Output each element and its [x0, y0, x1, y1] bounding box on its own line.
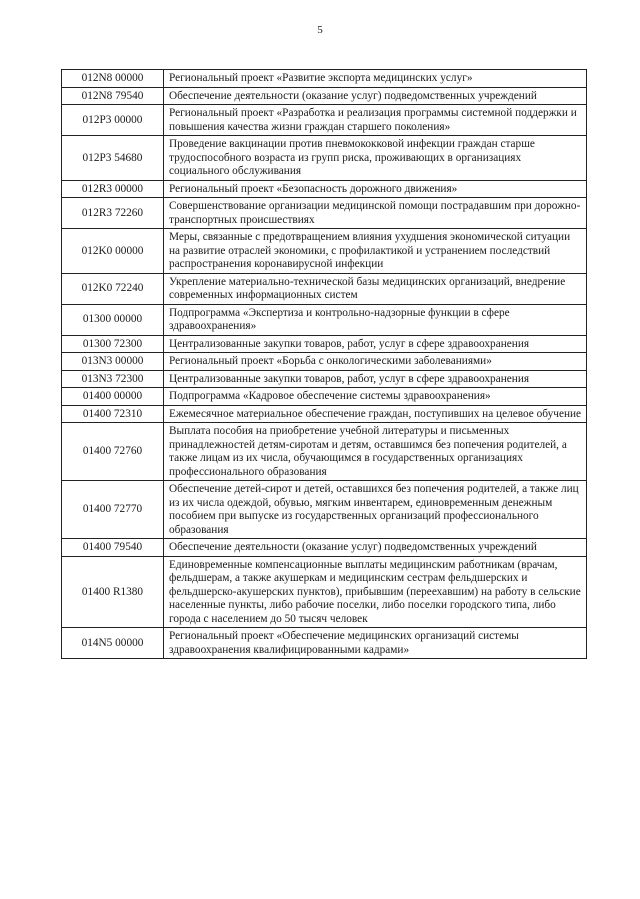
- table-row: [62, 105, 587, 136]
- code-cell: 01400 79540: [62, 539, 164, 557]
- table-row: [62, 481, 587, 539]
- description-cell: Меры, связанные с предотвращением влияния ухудшения экономической ситуации на развитие отраслей экономики, с профилактикой и устранением последствий распространения коронавирусной инфекции: [164, 229, 587, 274]
- table-row: [62, 353, 587, 371]
- description-cell: Единовременные компенсационные выплаты медицинским работникам (врачам, фельдшерам, а также акушеркам и медицинским сестрам фельдшерских и фельдшерско-акушерских пунктов), прибывшим (переехавшим) на работу в сельские населенные пункты, либо рабочие поселки, либо поселки городского типа, либо города с населением до 50 тысяч человек: [164, 556, 587, 628]
- description-cell: Обеспечение деятельности (оказание услуг) подведомственных учреждений: [164, 87, 587, 105]
- code-cell: 012P3 00000: [62, 105, 164, 136]
- description-cell: Подпрограмма «Экспертиза и контрольно-надзорные функции в сфере здравоохранения»: [164, 304, 587, 335]
- table-row: [62, 87, 587, 105]
- table-row: [62, 229, 587, 274]
- code-cell: 01400 00000: [62, 388, 164, 406]
- description-cell: Региональный проект «Борьба с онкологическими заболеваниями»: [164, 353, 587, 371]
- table-row: [62, 70, 587, 88]
- code-cell: 012P3 54680: [62, 136, 164, 181]
- table-row: [62, 273, 587, 304]
- table-row: [62, 405, 587, 423]
- description-cell: Совершенствование организации медицинской помощи пострадавшим при дорожно-транспортных происшествиях: [164, 198, 587, 229]
- table-row: [62, 370, 587, 388]
- description-cell: Укрепление материально-технической базы медицинских организаций, внедрение современных информационных систем: [164, 273, 587, 304]
- code-cell: 01300 72300: [62, 335, 164, 353]
- table-row: [62, 539, 587, 557]
- description-cell: Проведение вакцинации против пневмококковой инфекции граждан старше трудоспособного возраста из групп риска, проживающих в организациях социального обслуживания: [164, 136, 587, 181]
- table-row: [62, 628, 587, 659]
- code-cell: 01400 72310: [62, 405, 164, 423]
- table-row: [62, 304, 587, 335]
- code-cell: 012R3 00000: [62, 180, 164, 198]
- description-cell: Подпрограмма «Кадровое обеспечение системы здравоохранения»: [164, 388, 587, 406]
- code-cell: 012K0 72240: [62, 273, 164, 304]
- description-cell: Централизованные закупки товаров, работ, услуг в сфере здравоохранения: [164, 370, 587, 388]
- code-cell: 01400 72760: [62, 423, 164, 481]
- description-cell: Выплата пособия на приобретение учебной литературы и письменных принадлежностей детям-сиротам и детям, оставшимся без попечения родителей, а также лицам из их числа, обучающимся в государственных организациях профессионального образования: [164, 423, 587, 481]
- code-cell: 01400 R1380: [62, 556, 164, 628]
- description-cell: Ежемесячное материальное обеспечение граждан, поступивших на целевое обучение: [164, 405, 587, 423]
- page-number: 5: [317, 24, 323, 36]
- code-cell: 012N8 79540: [62, 87, 164, 105]
- description-cell: Обеспечение детей-сирот и детей, оставшихся без попечения родителей, а также лиц из их числа одеждой, обувью, мягким инвентарем, единовременным денежным пособием при выпуске из государственных организаций профессионального образования: [164, 481, 587, 539]
- description-cell: Региональный проект «Безопасность дорожного движения»: [164, 180, 587, 198]
- code-cell: 01400 72770: [62, 481, 164, 539]
- table-row: [62, 335, 587, 353]
- description-cell: Региональный проект «Разработка и реализация программы системной поддержки и повышения качества жизни граждан старшего поколения»: [164, 105, 587, 136]
- description-cell: Централизованные закупки товаров, работ, услуг в сфере здравоохранения: [164, 335, 587, 353]
- table-row: [62, 388, 587, 406]
- description-cell: Региональный проект «Обеспечение медицинских организаций системы здравоохранения квалифицированными кадрами»: [164, 628, 587, 659]
- code-cell: 012R3 72260: [62, 198, 164, 229]
- budget-codes-table: [61, 69, 587, 659]
- code-cell: 012K0 00000: [62, 229, 164, 274]
- code-cell: 014N5 00000: [62, 628, 164, 659]
- description-cell: Обеспечение деятельности (оказание услуг) подведомственных учреждений: [164, 539, 587, 557]
- code-cell: 012N8 00000: [62, 70, 164, 88]
- code-cell: 013N3 00000: [62, 353, 164, 371]
- description-cell: Региональный проект «Развитие экспорта медицинских услуг»: [164, 70, 587, 88]
- code-cell: 013N3 72300: [62, 370, 164, 388]
- table-row: [62, 198, 587, 229]
- table-row: [62, 136, 587, 181]
- table-row: [62, 423, 587, 481]
- code-cell: 01300 00000: [62, 304, 164, 335]
- table-row: [62, 556, 587, 628]
- table-row: [62, 180, 587, 198]
